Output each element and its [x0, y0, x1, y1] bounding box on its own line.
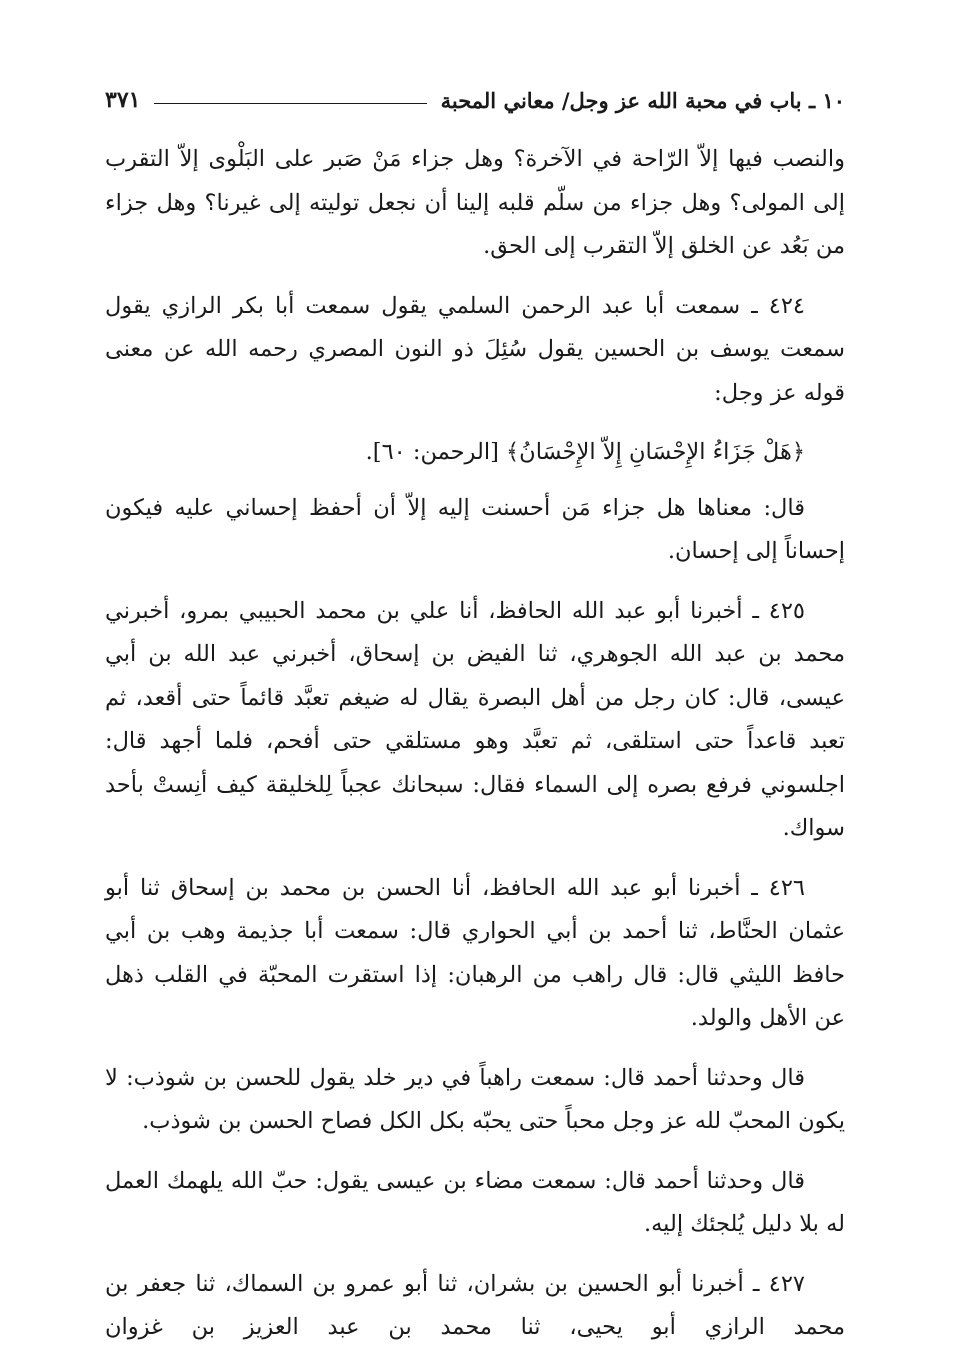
- paragraph-426: ٤٢٦ ـ أخبرنا أبو عبد الله الحافظ، أنا الحسن بن محمد بن إسحاق ثنا أبو عثمان الحنَّاط، ثنا أحمد بن أبي الحواري قال: سمعت أبا جذيمة وهب بن أبي حافظ الليثي قال: قال راهب من الرهبان: إذا استقرت المحبّة في القلب ذهل عن الأهل والولد.: [105, 874, 845, 1031]
- paragraph-continuation: والنصب فيها إلاّ الرّاحة في الآخرة؟ وهل جزاء مَنْ صَبر على البَلْوى إلاّ التقرب إلى المولى؟ وهل جزاء من سلّم قلبه إلينا أن نجعل توليته إلى غيرنا؟ وهل جزاء من بَعُد عن الخلق إلاّ التقرب إلى الحق.: [105, 146, 845, 259]
- paragraph-424: ٤٢٤ ـ سمعت أبا عبد الرحمن السلمي يقول سمعت أبا بكر الرازي يقول سمعت يوسف بن الحسين يقول سُئِلَ ذو النون المصري رحمه الله عن معنى قوله عز وجل:: [105, 292, 845, 406]
- paragraph-424-commentary: قال: معناها هل جزاء مَن أحسنت إليه إلاّ أن أحفظ إحساني عليه فيكون إحساناً إلى إحسان.: [105, 494, 845, 564]
- chapter-title: ١٠ ـ باب في محبة الله عز وجل/ معاني المحبة: [440, 87, 845, 113]
- paragraph-427: ٤٢٧ ـ أخبرنا أبو الحسين بن بشران، ثنا أبو عمرو بن السماك، ثنا جعفر بن محمد الرازي أبو يحيى، ثنا محمد بن عبد العزيز بن غزوان: [105, 1270, 845, 1340]
- header-rule: [154, 103, 426, 104]
- page-body: [105, 138, 845, 1350]
- quran-verse: ﴿هَلْ جَزَاءُ الإِحْسَانِ إِلاّ الإِحْسَانُ﴾ [الرحمن: ٦٠].: [365, 439, 805, 465]
- paragraph-426-ahmad-2: قال وحدثنا أحمد قال: سمعت مضاء بن عيسى يقول: حبّ الله يلهمك العمل له بلا دليل يُلجئك إليه.: [105, 1167, 845, 1237]
- page-number: ٣٧١: [105, 87, 141, 113]
- paragraph-425: ٤٢٥ ـ أخبرنا أبو عبد الله الحافظ، أنا علي بن محمد الحبيبي بمرو، أخبرني محمد بن عبد الله الجوهري، ثنا الفيض بن إسحاق، أخبرني عبد الله بن أبي عيسى، قال: كان رجل من أهل البصرة يقال له ضيغم تعبَّد قائماً حتى أقعد، ثم تعبد قاعداً حتى استلقى، ثم تعبَّد وهو مستلقي حتى أفحم، فلما أجهد قال: اجلسوني فرفع بصره إلى السماء فقال: سبحانك عجباً لِلخليقة كيف أنِستْ بأحد سواك.: [105, 597, 845, 841]
- paragraph-426-ahmad-1: قال وحدثنا أحمد قال: سمعت راهباً في دير خلد يقول للحسن بن شوذب: لا يكون المحبّ لله عز وجل محباً حتى يحبّه بكل الكل فصاح الحسن بن شوذب.: [105, 1064, 845, 1134]
- running-header: [105, 78, 845, 122]
- book-page: [105, 78, 845, 1350]
